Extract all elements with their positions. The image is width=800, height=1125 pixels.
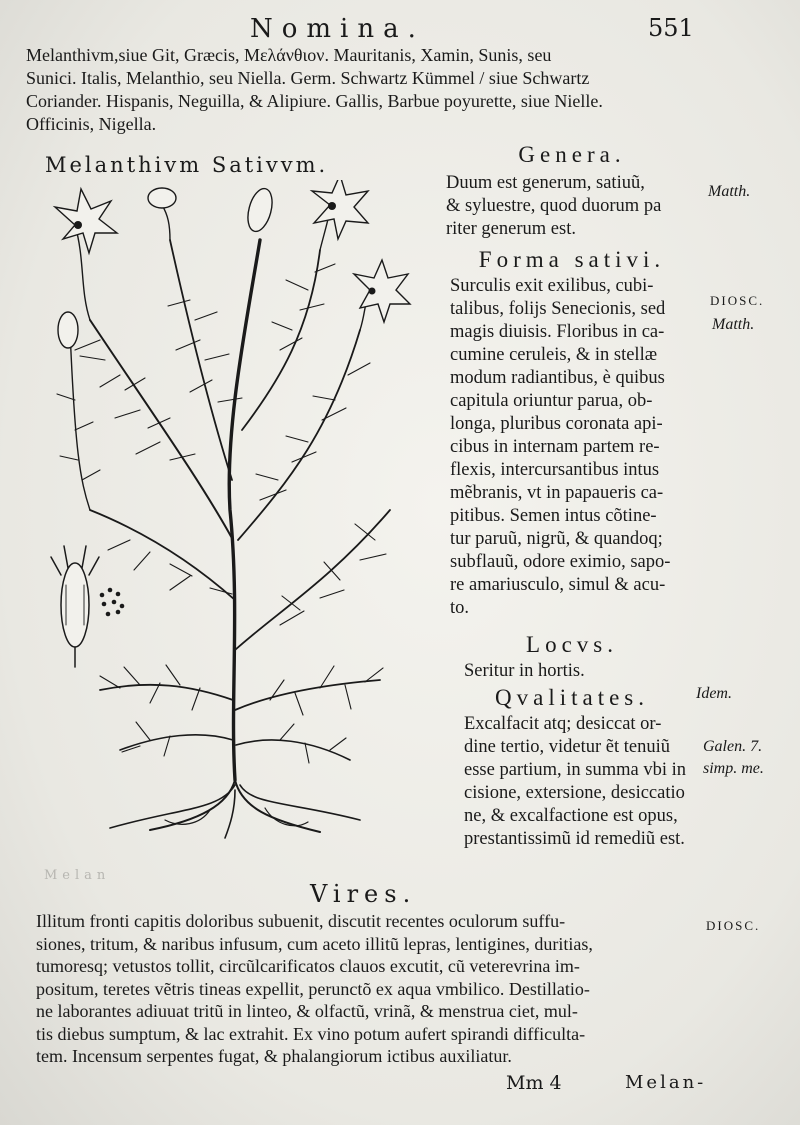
margin-note-genera: Matth. [708, 183, 751, 200]
right-column [442, 142, 702, 851]
page-number: 551 [648, 14, 694, 42]
vires-line: tem. Incensum serpentes fugat, & phalangiorum ictibus auxiliatur. [36, 1046, 512, 1066]
margin-note-vires: DIOSC. [706, 918, 761, 933]
signature-mark: Mm 4 [506, 1072, 562, 1094]
margin-note-dioscorides: DIOSC. [710, 293, 765, 308]
vires-line: siones, tritum, & naribus infusum, cum aceto illitũ lepras, lentigines, duritias, [36, 933, 593, 954]
running-head: Nomina. [250, 14, 425, 44]
vires-paragraph [36, 910, 706, 1068]
forma-line: talibus, folijs Senecionis, sed [450, 299, 666, 319]
catchword: Melan- [625, 1072, 707, 1093]
genera-text [442, 172, 702, 241]
nomina-line: Melanthivm,siue Git, Græcis, Μελάνθιον. Mauritanis, Xamin, Sunis, seu [26, 45, 552, 65]
forma-line: Surculis exit exilibus, cubi- [450, 276, 654, 296]
forma-line: longa, pluribus coronata api- [450, 414, 663, 434]
locus-heading: Locvs. [526, 632, 618, 657]
vires-line: ne laborantes adiuuat tritũ in linteo, & olfactũ, vrinã, & menstrua ciet, mul- [36, 1001, 578, 1021]
qualitates-line: ne, & excalfactione est opus, [464, 806, 678, 826]
locus-line: Seritur in hortis. [464, 661, 585, 681]
forma-line: modum radiantibus, è quibus [450, 368, 665, 388]
forma-heading: Forma sativi. [478, 247, 666, 272]
genera-line: riter generum est. [446, 219, 576, 239]
qualitates-line: esse partium, in summa vbi in [464, 760, 686, 780]
qualitates-line: Excalfacit atq; desiccat or- [464, 714, 662, 734]
forma-line: flexis, intercursantibus intus [450, 460, 660, 480]
forma-line: re amariusculo, simul & acu- [450, 575, 666, 595]
genera-line: Duum est generum, satiuũ, [446, 173, 645, 193]
forma-line: to. [450, 598, 470, 618]
plant-title: Melanthivm Sativvm. [45, 153, 329, 177]
vires-line: tis diebus sumptum, & lac extrahit. Ex vino potum aufert spirandi difficulta- [36, 1023, 586, 1044]
plant-woodcut-illustration [30, 180, 450, 840]
qualitates-line: cisione, extersione, desiccatio [464, 783, 685, 803]
forma-text [442, 275, 702, 620]
forma-line: capitula oriuntur parua, ob- [450, 391, 653, 411]
genera-line: & syluestre, quod duorum pa [446, 196, 662, 216]
vires-line: positum, teretes vẽtris tineas expellit, perunctõ ex aqua vmbilico. Destillatio- [36, 978, 590, 999]
forma-line: cibus in internam partem re- [450, 437, 660, 457]
qualitates-line: prestantissimũ id remediũ est. [464, 829, 685, 849]
margin-note-simp: simp. me. [703, 760, 764, 777]
forma-line: mẽbranis, vt in papaueris ca- [450, 483, 664, 503]
vires-line: Illitum fronti capitis doloribus subuenit, discutit recentes oculorum suffu- [36, 911, 566, 931]
nomina-line: Sunici. Italis, Melanthio, seu Niella. Germ. Schwartz Kümmel / siue Schwartz [26, 68, 590, 88]
nomina-paragraph [26, 44, 716, 136]
margin-note-matthiolus: Matth. [712, 316, 755, 333]
nomina-line: Coriander. Hispanis, Neguilla, & Alipiure. Gallis, Barbue poyurette, siue Nielle. [26, 91, 603, 111]
forma-line: tur paruũ, nigrũ, & quandoq; [450, 529, 663, 549]
locus-text [442, 660, 702, 683]
forma-line: pitibus. Semen intus cõtine- [450, 506, 657, 526]
margin-note-galen: Galen. 7. [703, 738, 763, 755]
vires-line: tumoresq; vetustos tollit, circũlcarificatos clauos excutit, cũ veterevrina im- [36, 956, 580, 976]
forma-line: subflauũ, odore eximio, sapo- [450, 552, 671, 572]
genera-heading: Genera. [518, 142, 626, 167]
qualitates-heading: Qvalitates. [495, 685, 649, 710]
margin-note-locus: Idem. [696, 685, 732, 702]
forma-line: cumine ceruleis, & in stellæ [450, 345, 658, 365]
qualitates-text [442, 713, 702, 851]
nomina-line: Officinis, Nigella. [26, 114, 157, 134]
forma-line: magis diuisis. Floribus in ca- [450, 322, 665, 342]
vires-heading: Vires. [310, 880, 417, 908]
show-through-text: Melan [44, 868, 111, 883]
qualitates-line: dine tertio, videtur ẽt tenuiũ [464, 737, 671, 757]
